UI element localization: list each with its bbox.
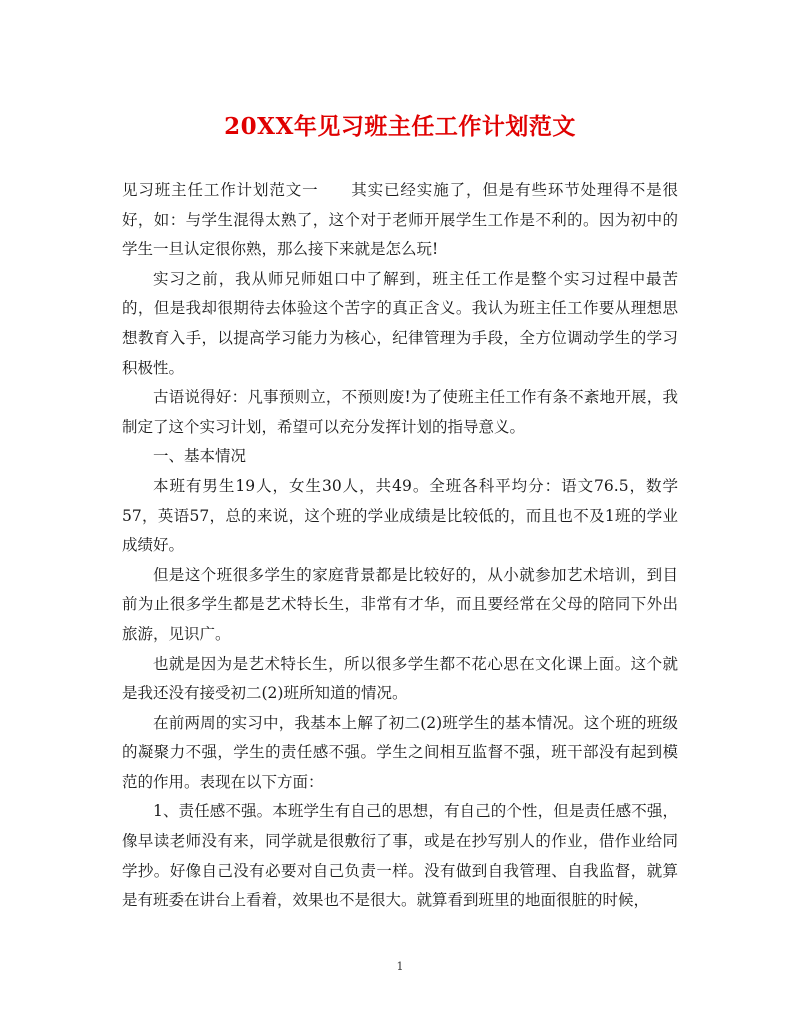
document-title: 20XX年见习班主任工作计划范文: [224, 113, 576, 140]
paragraph: 实习之前，我从师兄师姐口中了解到，班主任工作是整个实习过程中最苦的，但是我却很期待去体验这个苦字的真正含义。我认为班主任工作要从理想思想教育入手，以提高学习能力为核心，纪律管理为手段，全方位调动学生的学习积极性。: [122, 269, 678, 377]
paragraph: 本班有男生19人，女生30人，共49。全班各科平均分：语文76.5，数学57，英语57，总的来说，这个班的学业成绩是比较低的，而且也不及1班的学业成绩好。: [122, 476, 678, 555]
paragraph: 但是这个班很多学生的家庭背景都是比较好的，从小就参加艺术培训，到目前为止很多学生都是艺术特长生，非常有才华，而且要经常在父母的陪同下外出旅游，见识广。: [122, 565, 678, 643]
paragraph: 也就是因为是艺术特长生，所以很多学生都不花心思在文化课上面。这个就是我还没有接受初二(2)班所知道的情况。: [122, 654, 678, 703]
document-body: [122, 176, 678, 916]
paragraph: 1、责任感不强。本班学生有自己的思想，有自己的个性，但是责任感不强，像早读老师没有来，同学就是很敷衍了事，或是在抄写别人的作业，借作业给同学抄。好像自己没有必要对自己负责一样。没有做到自我管理、自我监督，就算是有班委在讲台上看着，效果也不是很大。就算看到班里的地面很脏的时候，: [122, 802, 678, 910]
paragraph: 在前两周的实习中，我基本上解了初二(2)班学生的基本情况。这个班的班级的凝聚力不强，学生的责任感不强。学生之间相互监督不强，班干部没有起到模范的作用。表现在以下方面：: [122, 713, 678, 791]
page-number: 1: [396, 960, 404, 973]
paragraph: 古语说得好：凡事预则立，不预则废!为了使班主任工作有条不紊地开展，我制定了这个实习计划，希望可以充分发挥计划的指导意义。: [122, 388, 678, 436]
section-heading: 一、基本情况: [153, 447, 247, 466]
paragraph-intro: 见习班主任工作计划范文一 其实已经实施了，但是有些环节处理得不是很好，如：与学生混得太熟了，这个对于老师开展学生工作是不利的。因为初中的学生一旦认定很你熟，那么接下来就是怎么玩!: [122, 181, 678, 259]
